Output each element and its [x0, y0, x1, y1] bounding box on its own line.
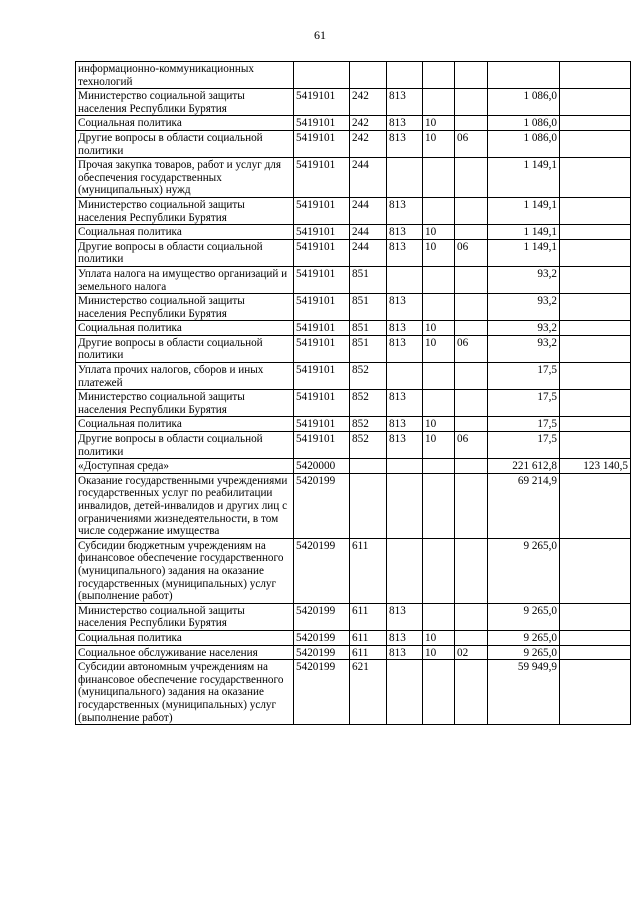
- subsection-cell: [455, 538, 488, 603]
- section-cell: 10: [423, 432, 455, 459]
- subsection-cell: [455, 89, 488, 116]
- amount-federal-cell: [560, 158, 631, 198]
- page-number: 61: [314, 28, 326, 42]
- table-row: [76, 645, 631, 660]
- amount-cell: 17,5: [488, 390, 560, 417]
- amount-federal-cell: [560, 603, 631, 630]
- amount-cell: 93,2: [488, 294, 560, 321]
- section-cell: [423, 390, 455, 417]
- ministry-code-cell: [387, 459, 423, 474]
- table-row: [76, 363, 631, 390]
- ministry-code-cell: [387, 660, 423, 725]
- expense-type-cell: [350, 62, 387, 89]
- table-row: [76, 603, 631, 630]
- target-code-cell: 5420199: [294, 603, 350, 630]
- section-cell: 10: [423, 225, 455, 240]
- table-row: [76, 130, 631, 157]
- expense-type-cell: 851: [350, 294, 387, 321]
- amount-cell: 17,5: [488, 417, 560, 432]
- row-name-cell: Министерство социальной защиты населения Республики Бурятия: [76, 390, 294, 417]
- table-row: [76, 266, 631, 293]
- table-row: [76, 390, 631, 417]
- ministry-code-cell: 813: [387, 335, 423, 362]
- expense-type-cell: 851: [350, 321, 387, 336]
- subsection-cell: [455, 62, 488, 89]
- amount-cell: 17,5: [488, 432, 560, 459]
- amount-federal-cell: [560, 473, 631, 538]
- amount-federal-cell: [560, 62, 631, 89]
- amount-cell: 59 949,9: [488, 660, 560, 725]
- section-cell: 10: [423, 630, 455, 645]
- target-code-cell: 5419101: [294, 390, 350, 417]
- amount-cell: 1 149,1: [488, 158, 560, 198]
- subsection-cell: 06: [455, 130, 488, 157]
- expense-type-cell: 621: [350, 660, 387, 725]
- target-code-cell: 5419101: [294, 417, 350, 432]
- row-name-cell: Прочая закупка товаров, работ и услуг для обеспечения государственных (муниципальных) нужд: [76, 158, 294, 198]
- target-code-cell: 5420199: [294, 630, 350, 645]
- target-code-cell: 5419101: [294, 158, 350, 198]
- amount-federal-cell: 123 140,5: [560, 459, 631, 474]
- subsection-cell: [455, 459, 488, 474]
- subsection-cell: 06: [455, 432, 488, 459]
- section-cell: [423, 89, 455, 116]
- subsection-cell: [455, 266, 488, 293]
- amount-federal-cell: [560, 197, 631, 224]
- table-row: [76, 158, 631, 198]
- target-code-cell: 5420199: [294, 645, 350, 660]
- section-cell: [423, 158, 455, 198]
- section-cell: 10: [423, 116, 455, 131]
- row-name-cell: Социальная политика: [76, 225, 294, 240]
- ministry-code-cell: 813: [387, 116, 423, 131]
- row-name-cell: Социальная политика: [76, 321, 294, 336]
- expense-type-cell: 244: [350, 225, 387, 240]
- ministry-code-cell: 813: [387, 225, 423, 240]
- amount-cell: 69 214,9: [488, 473, 560, 538]
- expense-type-cell: 851: [350, 266, 387, 293]
- ministry-code-cell: 813: [387, 294, 423, 321]
- amount-cell: 1 149,1: [488, 225, 560, 240]
- amount-federal-cell: [560, 645, 631, 660]
- amount-cell: 9 265,0: [488, 538, 560, 603]
- expense-type-cell: 244: [350, 158, 387, 198]
- row-name-cell: Другие вопросы в области социальной политики: [76, 130, 294, 157]
- amount-cell: 221 612,8: [488, 459, 560, 474]
- amount-cell: 93,2: [488, 266, 560, 293]
- expense-type-cell: 852: [350, 432, 387, 459]
- row-name-cell: Социальное обслуживание населения: [76, 645, 294, 660]
- row-name-cell: Субсидии бюджетным учреждениям на финансовое обеспечение государственного (муниципального) задания на оказание государственных (муниципальных) услуг (выполнение работ): [76, 538, 294, 603]
- amount-cell: [488, 62, 560, 89]
- amount-federal-cell: [560, 225, 631, 240]
- table-row: [76, 459, 631, 474]
- target-code-cell: 5420000: [294, 459, 350, 474]
- row-name-cell: Уплата прочих налогов, сборов и иных платежей: [76, 363, 294, 390]
- table-row: [76, 538, 631, 603]
- subsection-cell: [455, 660, 488, 725]
- target-code-cell: 5419101: [294, 432, 350, 459]
- subsection-cell: 06: [455, 335, 488, 362]
- budget-table-body: [76, 62, 631, 725]
- subsection-cell: 06: [455, 239, 488, 266]
- amount-federal-cell: [560, 321, 631, 336]
- amount-federal-cell: [560, 432, 631, 459]
- table-row: [76, 660, 631, 725]
- row-name-cell: информационно-коммуникационных технологий: [76, 62, 294, 89]
- table-row: [76, 89, 631, 116]
- amount-federal-cell: [560, 390, 631, 417]
- ministry-code-cell: [387, 62, 423, 89]
- table-row: [76, 116, 631, 131]
- amount-cell: 9 265,0: [488, 603, 560, 630]
- amount-federal-cell: [560, 363, 631, 390]
- amount-federal-cell: [560, 266, 631, 293]
- expense-type-cell: 611: [350, 630, 387, 645]
- subsection-cell: 02: [455, 645, 488, 660]
- budget-table: [75, 61, 631, 725]
- row-name-cell: Другие вопросы в области социальной политики: [76, 335, 294, 362]
- expense-type-cell: 852: [350, 417, 387, 432]
- row-name-cell: Социальная политика: [76, 116, 294, 131]
- target-code-cell: 5419101: [294, 321, 350, 336]
- target-code-cell: 5420199: [294, 660, 350, 725]
- row-name-cell: Министерство социальной защиты населения Республики Бурятия: [76, 603, 294, 630]
- ministry-code-cell: 813: [387, 239, 423, 266]
- section-cell: [423, 660, 455, 725]
- subsection-cell: [455, 603, 488, 630]
- ministry-code-cell: 813: [387, 321, 423, 336]
- subsection-cell: [455, 417, 488, 432]
- row-name-cell: Оказание государственными учреждениями государственных услуг по реабилитации инвалидов, детей-инвалидов и других лиц с ограничениями жизнедеятельности, в том числе содержание имущества: [76, 473, 294, 538]
- ministry-code-cell: 813: [387, 89, 423, 116]
- amount-federal-cell: [560, 89, 631, 116]
- amount-cell: 1 149,1: [488, 239, 560, 266]
- section-cell: 10: [423, 239, 455, 266]
- target-code-cell: [294, 62, 350, 89]
- target-code-cell: 5419101: [294, 130, 350, 157]
- table-row: [76, 432, 631, 459]
- ministry-code-cell: [387, 473, 423, 538]
- row-name-cell: «Доступная среда»: [76, 459, 294, 474]
- expense-type-cell: 852: [350, 390, 387, 417]
- amount-cell: 9 265,0: [488, 630, 560, 645]
- table-row: [76, 294, 631, 321]
- expense-type-cell: 242: [350, 130, 387, 157]
- subsection-cell: [455, 473, 488, 538]
- section-cell: [423, 473, 455, 538]
- amount-federal-cell: [560, 660, 631, 725]
- table-row: [76, 335, 631, 362]
- subsection-cell: [455, 294, 488, 321]
- target-code-cell: 5419101: [294, 89, 350, 116]
- expense-type-cell: 852: [350, 363, 387, 390]
- section-cell: [423, 62, 455, 89]
- section-cell: [423, 363, 455, 390]
- subsection-cell: [455, 197, 488, 224]
- target-code-cell: 5420199: [294, 473, 350, 538]
- subsection-cell: [455, 630, 488, 645]
- row-name-cell: Социальная политика: [76, 630, 294, 645]
- amount-federal-cell: [560, 630, 631, 645]
- amount-cell: 93,2: [488, 335, 560, 362]
- amount-federal-cell: [560, 130, 631, 157]
- row-name-cell: Уплата налога на имущество организаций и земельного налога: [76, 266, 294, 293]
- amount-cell: 17,5: [488, 363, 560, 390]
- section-cell: [423, 459, 455, 474]
- section-cell: 10: [423, 130, 455, 157]
- expense-type-cell: 611: [350, 538, 387, 603]
- expense-type-cell: 851: [350, 335, 387, 362]
- section-cell: 10: [423, 645, 455, 660]
- subsection-cell: [455, 225, 488, 240]
- subsection-cell: [455, 390, 488, 417]
- target-code-cell: 5420199: [294, 538, 350, 603]
- ministry-code-cell: [387, 266, 423, 293]
- ministry-code-cell: [387, 538, 423, 603]
- ministry-code-cell: 813: [387, 197, 423, 224]
- amount-cell: 1 086,0: [488, 116, 560, 131]
- expense-type-cell: 244: [350, 197, 387, 224]
- section-cell: [423, 603, 455, 630]
- expense-type-cell: 242: [350, 89, 387, 116]
- section-cell: 10: [423, 417, 455, 432]
- amount-cell: 1 086,0: [488, 89, 560, 116]
- section-cell: [423, 197, 455, 224]
- target-code-cell: 5419101: [294, 116, 350, 131]
- ministry-code-cell: 813: [387, 417, 423, 432]
- ministry-code-cell: [387, 158, 423, 198]
- subsection-cell: [455, 116, 488, 131]
- target-code-cell: 5419101: [294, 335, 350, 362]
- amount-federal-cell: [560, 538, 631, 603]
- row-name-cell: Министерство социальной защиты населения Республики Бурятия: [76, 197, 294, 224]
- table-row: [76, 417, 631, 432]
- target-code-cell: 5419101: [294, 363, 350, 390]
- table-row: [76, 473, 631, 538]
- target-code-cell: 5419101: [294, 266, 350, 293]
- ministry-code-cell: 813: [387, 645, 423, 660]
- ministry-code-cell: 813: [387, 390, 423, 417]
- row-name-cell: Субсидии автономным учреждениям на финансовое обеспечение государственного (муниципального) задания на оказание государственных (муниципальных) услуг (выполнение работ): [76, 660, 294, 725]
- table-row: [76, 197, 631, 224]
- table-row: [76, 62, 631, 89]
- amount-cell: 93,2: [488, 321, 560, 336]
- target-code-cell: 5419101: [294, 294, 350, 321]
- amount-federal-cell: [560, 417, 631, 432]
- target-code-cell: 5419101: [294, 225, 350, 240]
- table-row: [76, 239, 631, 266]
- expense-type-cell: 611: [350, 603, 387, 630]
- ministry-code-cell: [387, 363, 423, 390]
- amount-federal-cell: [560, 335, 631, 362]
- amount-federal-cell: [560, 294, 631, 321]
- row-name-cell: Министерство социальной защиты населения Республики Бурятия: [76, 89, 294, 116]
- section-cell: [423, 538, 455, 603]
- ministry-code-cell: 813: [387, 432, 423, 459]
- amount-cell: 1 149,1: [488, 197, 560, 224]
- amount-federal-cell: [560, 116, 631, 131]
- table-row: [76, 321, 631, 336]
- table-row: [76, 225, 631, 240]
- subsection-cell: [455, 363, 488, 390]
- row-name-cell: Министерство социальной защиты населения Республики Бурятия: [76, 294, 294, 321]
- amount-federal-cell: [560, 239, 631, 266]
- ministry-code-cell: 813: [387, 603, 423, 630]
- row-name-cell: Социальная политика: [76, 417, 294, 432]
- section-cell: [423, 294, 455, 321]
- subsection-cell: [455, 158, 488, 198]
- section-cell: 10: [423, 335, 455, 362]
- expense-type-cell: 244: [350, 239, 387, 266]
- section-cell: [423, 266, 455, 293]
- target-code-cell: 5419101: [294, 239, 350, 266]
- ministry-code-cell: 813: [387, 630, 423, 645]
- table-row: [76, 630, 631, 645]
- amount-cell: 1 086,0: [488, 130, 560, 157]
- section-cell: 10: [423, 321, 455, 336]
- amount-cell: 9 265,0: [488, 645, 560, 660]
- expense-type-cell: [350, 459, 387, 474]
- expense-type-cell: [350, 473, 387, 538]
- expense-type-cell: 242: [350, 116, 387, 131]
- subsection-cell: [455, 321, 488, 336]
- target-code-cell: 5419101: [294, 197, 350, 224]
- ministry-code-cell: 813: [387, 130, 423, 157]
- row-name-cell: Другие вопросы в области социальной политики: [76, 239, 294, 266]
- row-name-cell: Другие вопросы в области социальной политики: [76, 432, 294, 459]
- expense-type-cell: 611: [350, 645, 387, 660]
